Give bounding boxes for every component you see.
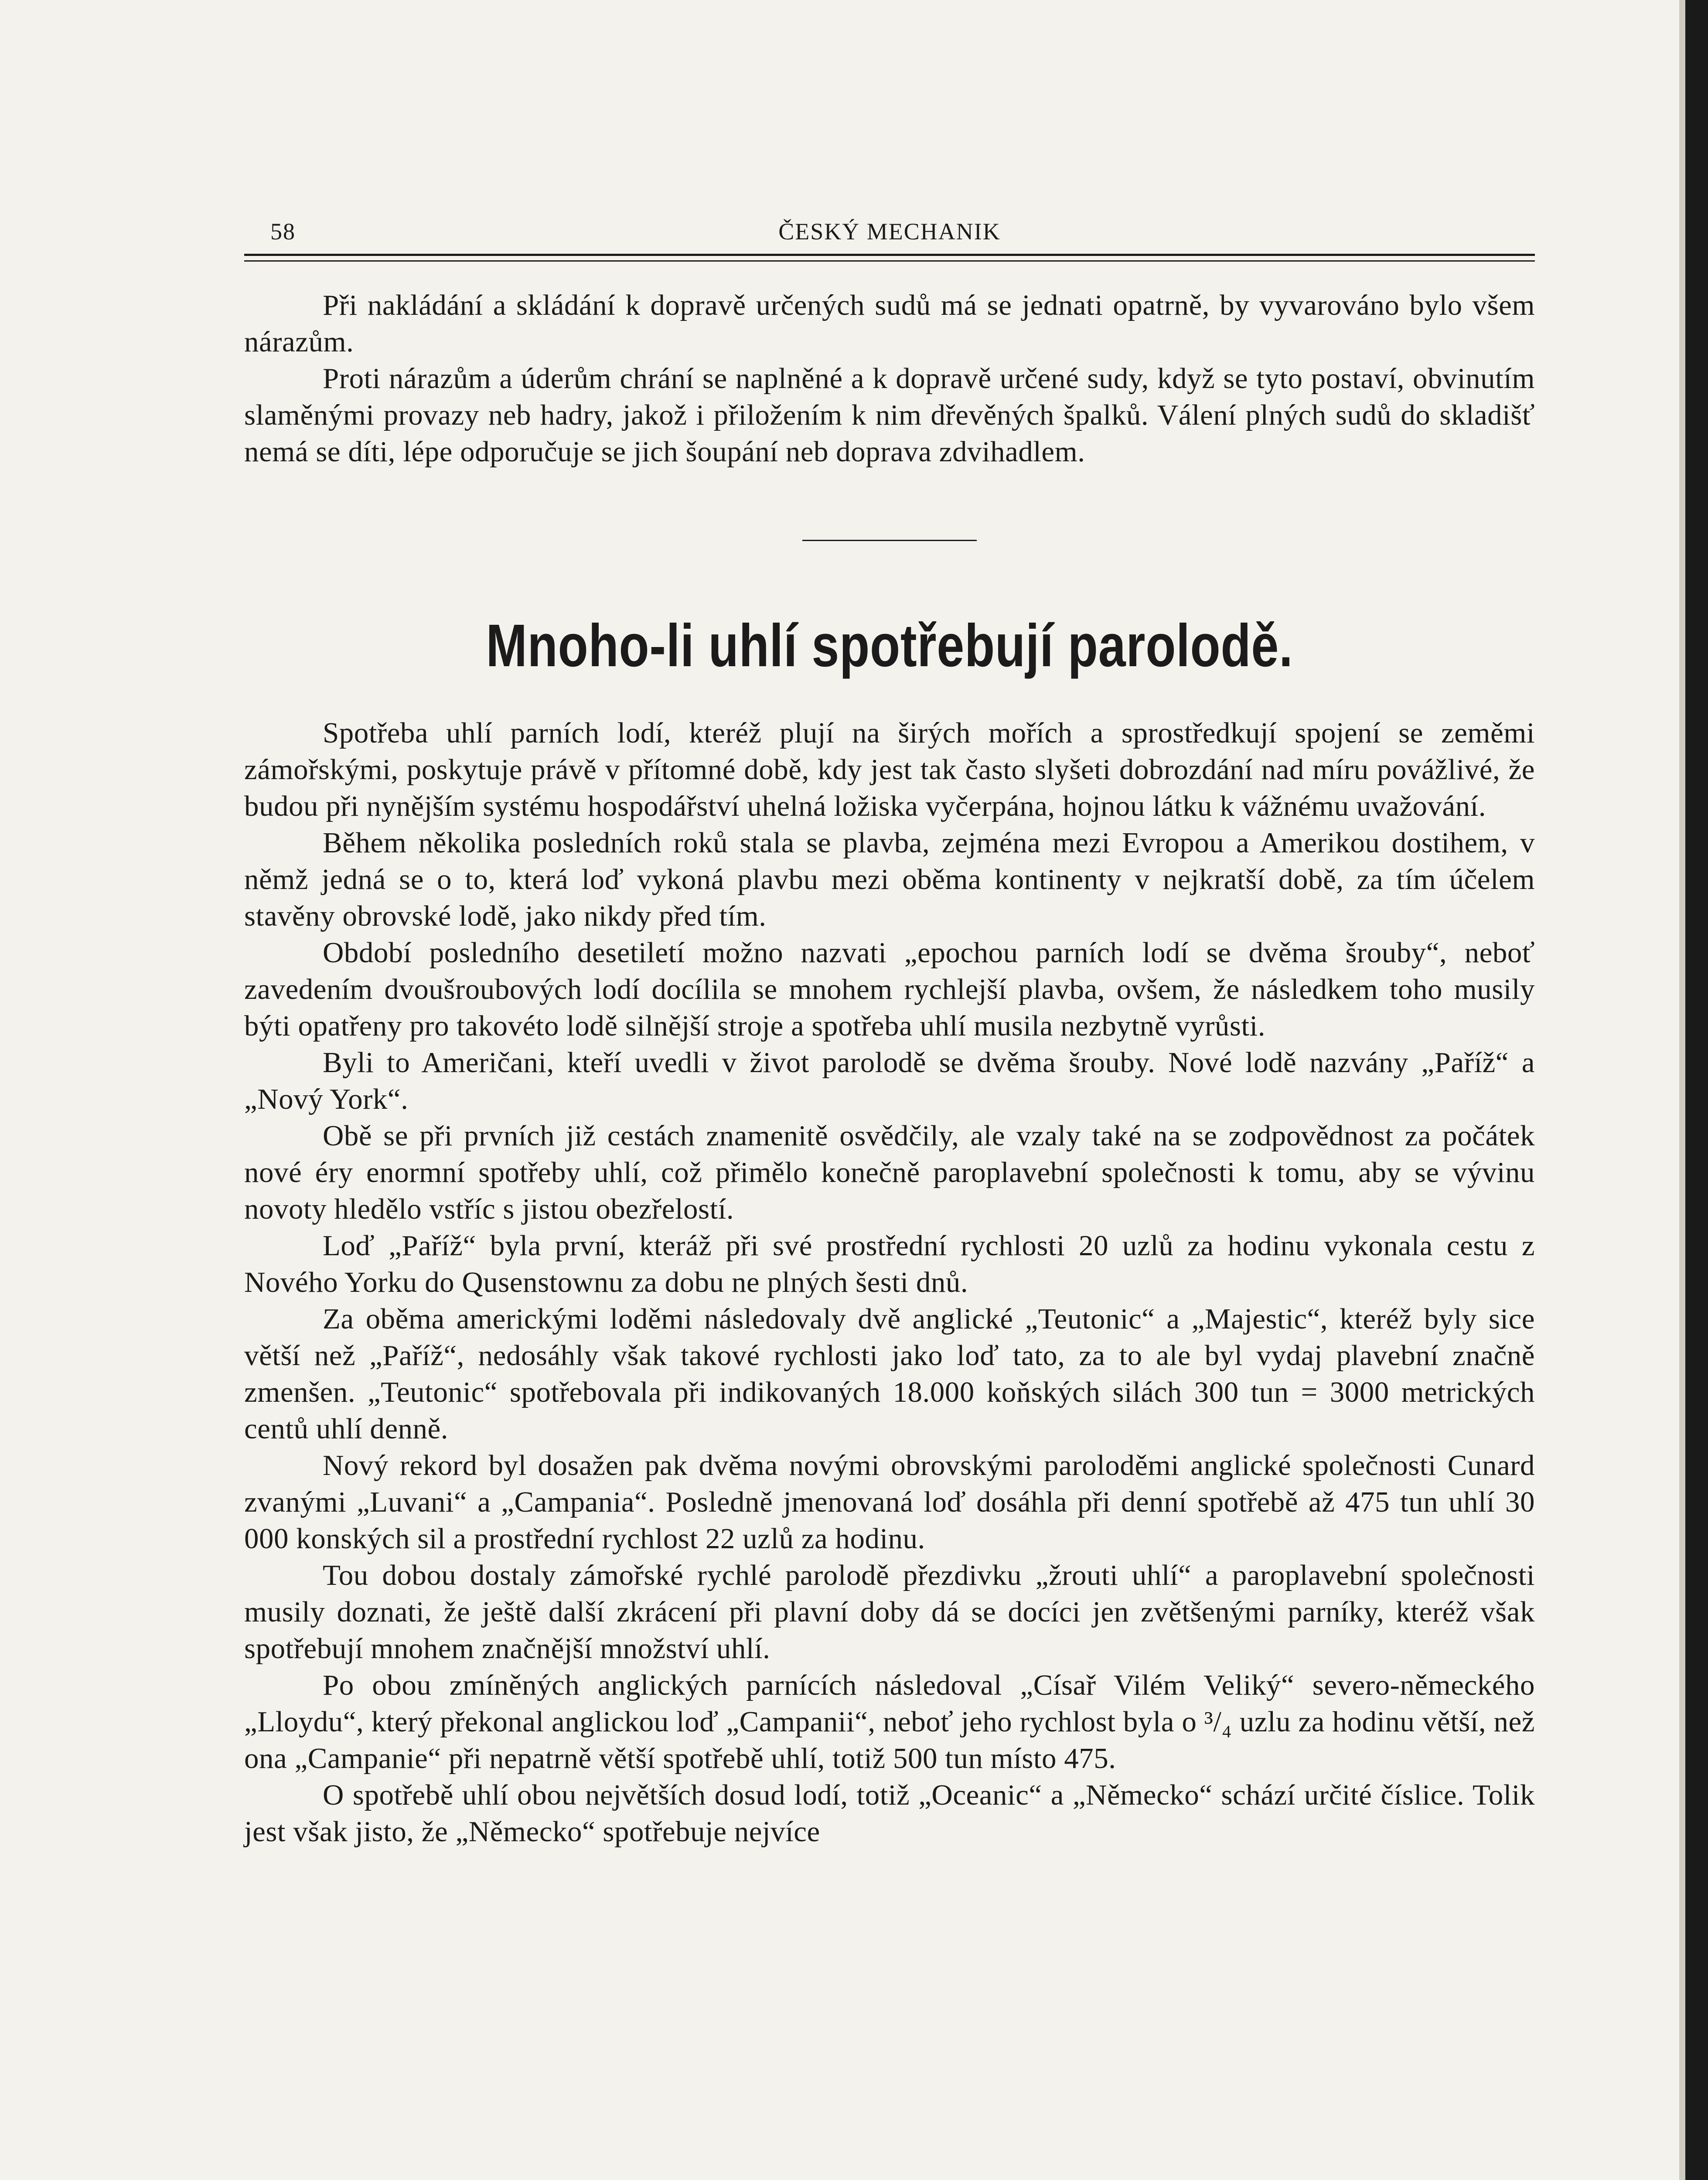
document-page: [244, 218, 1535, 1850]
header-rule: [244, 254, 1535, 256]
article-paragraph: Po obou zmíněných anglických parnících následoval „Císař Vilém Veliký“ severo-německého „Lloydu“, který překonal anglickou loď „Campanii“, neboť jeho rychlost byla o ³/₄ uzlu za hodinu větší, než ona „Campanie“ při nepatrně větší spotřebě uhlí, totiž 500 tun místo 475.: [244, 1669, 1535, 1775]
running-header: [244, 218, 1535, 250]
intro-paragraph: Při nakládání a skládání k dopravě určených sudů má se jednati opatrně, by vyvarováno bylo všem nárazům.: [244, 289, 1535, 358]
article-paragraph: Za oběma americkými loděmi následovaly dvě anglické „Teutonic“ a „Majestic“, kteréž byly sice větší než „Paříž“, nedosáhly však takové rychlosti jako loď tato, za to ale byl vydaj plavební značně zmenšen. „Teutonic“ spotřebovala při indikovaných 18.000 koňských silách 300 tun = 3000 metrických centů uhlí denně.: [244, 1303, 1535, 1445]
article-paragraph: Během několika posledních roků stala se plavba, zejména mezi Evropou a Amerikou dostihem, v němž jedná se o to, která loď vykoná plavbu mezi oběma kontinenty v nejkratší době, za tím účelem stavěny obrovské lodě, jako nikdy před tím.: [244, 827, 1535, 932]
article-paragraph: Nový rekord byl dosažen pak dvěma novými obrovskými paroloděmi anglické společnosti Cunard zvanými „Luvani“ a „Campania“. Posledně jmenovaná loď dosáhla při denní spotřebě až 475 tun uhlí 30 000 konských sil a prostřední rychlost 22 uzlů za hodinu.: [244, 1449, 1535, 1555]
article-body: [244, 715, 1535, 1850]
page-number: 58: [270, 218, 296, 245]
article-paragraph: Tou dobou dostaly zámořské rychlé parolodě přezdivku „žrouti uhlí“ a paroplavební společnosti musily doznati, že ještě další zkrácení při plavní doby dá se docíci jen zvětšenými parníky, kteréž však spotřebují mnohem značnější množství uhlí.: [244, 1559, 1535, 1665]
scan-border-light: [1679, 0, 1685, 2180]
article-paragraph: Obě se při prvních již cestách znamenitě osvědčily, ale vzaly také na se zodpovědnost za počátek nové éry enormní spotřeby uhlí, což přimělo konečně paroplavební společnosti k tomu, aby se vývinu novoty hledělo vstříc s jistou obezřelostí.: [244, 1120, 1535, 1225]
intro-paragraph: Proti nárazům a úderům chrání se naplněné a k dopravě určené sudy, když se tyto postaví, obvinutím slaměnými provazy neb hadry, jakož i přiložením k nim dřevěných špalků. Válení plných sudů do skladišť nemá se díti, lépe odporučuje se jich šoupání neb doprava zdvihadlem.: [244, 362, 1535, 468]
article-paragraph: Byli to Američani, kteří uvedli v život parolodě se dvěma šrouby. Nové lodě nazvány „Paříž“ a „Nový York“.: [244, 1046, 1535, 1115]
scan-border: [1685, 0, 1708, 2180]
article-paragraph: O spotřebě uhlí obou největších dosud lodí, totiž „Oceanic“ a „Německo“ schází určité číslice. Tolik jest však jisto, že „Německo“ spotřebuje nejvíce: [244, 1779, 1535, 1848]
article-paragraph: Spotřeba uhlí parních lodí, kteréž plují na širých mořích a sprostředkují spojení se zeměmi zámořskými, poskytuje právě v přítomné době, kdy jest tak často slyšeti dobrozdání nad míru povážlivé, že budou při nynějším systému hospodářství uhelná ložiska vyčerpána, hojnou látku k vážnému uvažování.: [244, 717, 1535, 822]
article-paragraph: Období posledního desetiletí možno nazvati „epochou parních lodí se dvěma šrouby“, neboť zavedením dvoušroubových lodí docílila se mnohem rychlejší plavba, ovšem, že následkem toho musily býti opatřeny pro takovéto lodě silnější stroje a spotřeba uhlí musila nezbytně vyrůsti.: [244, 937, 1535, 1042]
intro-section: [244, 287, 1535, 470]
article-paragraph: Loď „Paříž“ byla první, kteráž při své prostřední rychlosti 20 uzlů za hodinu vykonala cestu z Nového Yorku do Qusenstownu za dobu ne plných šesti dnů.: [244, 1230, 1535, 1298]
header-rule-thin: [244, 260, 1535, 262]
article-title: Mnoho-li uhlí spotřebují parolodě.: [486, 612, 1293, 679]
journal-title: ČESKÝ MECHANIK: [778, 218, 1001, 245]
section-divider: [802, 540, 977, 541]
